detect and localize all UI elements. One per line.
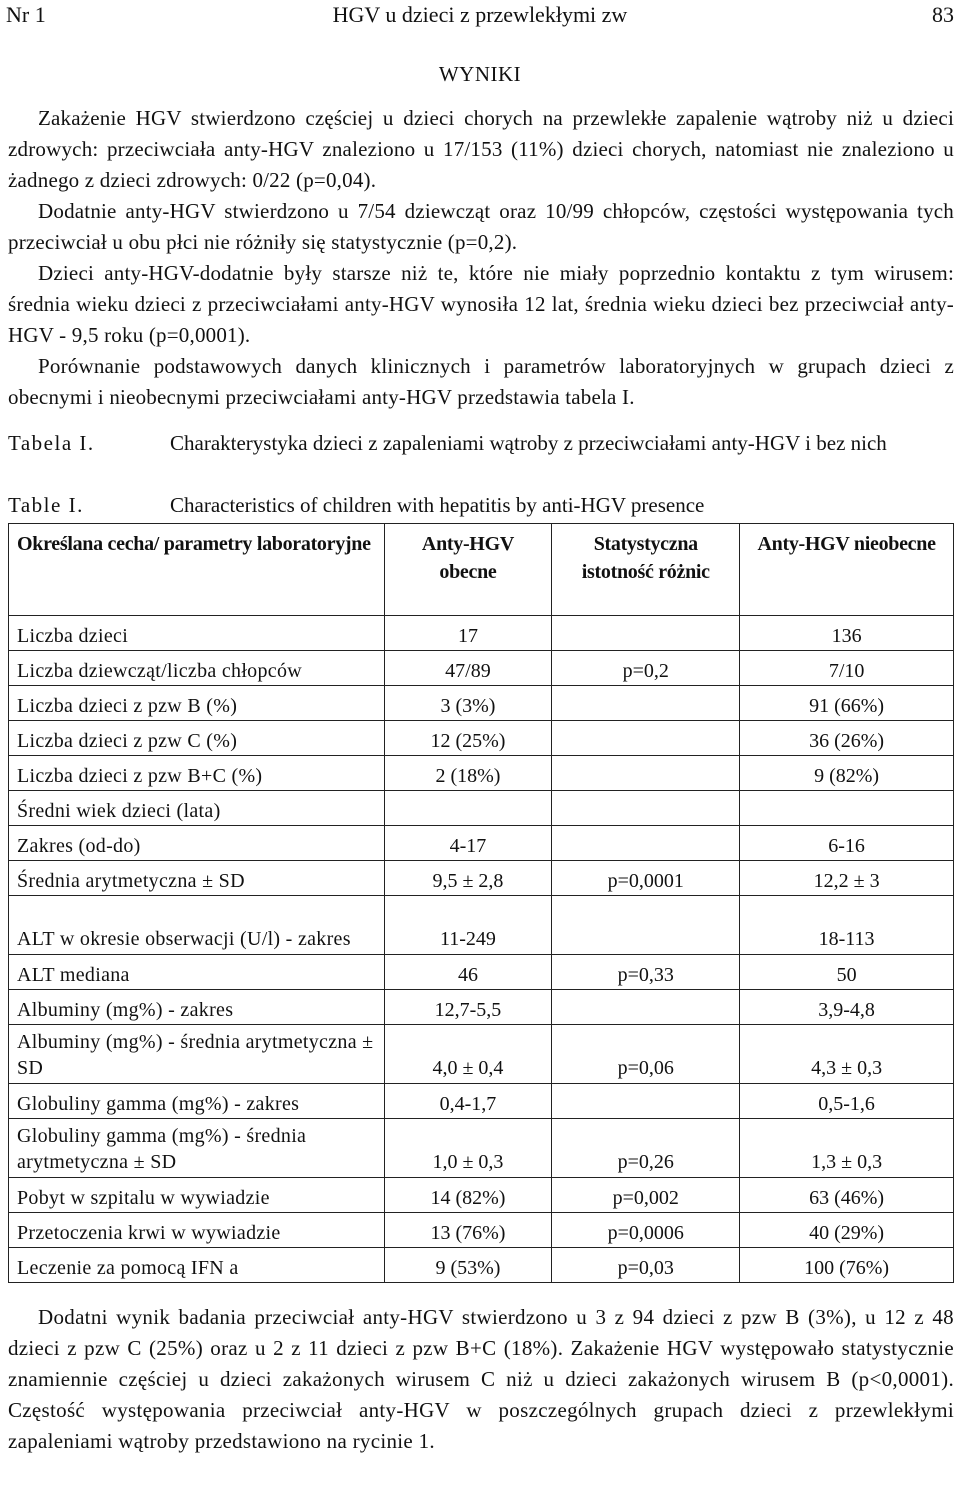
column-header: Anty-HGV nieobecne	[740, 524, 954, 616]
paragraph: Zakażenie HGV stwierdzono częściej u dzieci chorych na przewlekłe zapalenie wątroby niż u dzieci zdrowych: przeciwciała anty-HGV znaleziono u 17/153 (11%) dzieci chorych, natomiast nie znaleziono u żadnego z dzieci zdrowych: 0/22 (p=0,04).	[8, 106, 954, 192]
table-row	[9, 826, 954, 861]
table-caption-text: Characteristics of children with hepatitis by anti-HGV presence	[170, 493, 705, 517]
row-label-cell: Liczba dzieci z pzw B+C (%)	[9, 756, 385, 791]
table-row	[9, 721, 954, 756]
absent-cell: 1,3 ± 0,3	[740, 1119, 954, 1178]
table-row	[9, 756, 954, 791]
paragraph: Dzieci anty-HGV-dodatnie były starsze niż te, które nie miały poprzednio kontaktu z tym wirusem: średnia wieku dzieci z przeciwciałami anty-HGV wynosiła 12 lat, średnia wieku dzieci bez przeciwciał anty-HGV - 9,5 roku (p=0,0001).	[8, 261, 954, 347]
row-label-cell: Liczba dzieci z pzw B (%)	[9, 686, 385, 721]
row-label-cell: Albuminy (mg%) - zakres	[9, 990, 385, 1025]
table-row	[9, 955, 954, 990]
absent-cell: 18-113	[740, 896, 954, 955]
running-title: HGV u dzieci z przewlekłymi zw	[332, 2, 628, 27]
table-row	[9, 791, 954, 826]
present-cell: 0,4-1,7	[384, 1084, 552, 1119]
row-label-cell: Leczenie za pomocą IFN a	[9, 1248, 385, 1283]
present-cell: 13 (76%)	[384, 1213, 552, 1248]
table-row	[9, 990, 954, 1025]
row-label-cell: Średni wiek dzieci (lata)	[9, 791, 385, 826]
significance-cell: p=0,03	[552, 1248, 740, 1283]
row-label-cell: Zakres (od-do)	[9, 826, 385, 861]
present-cell: 1,0 ± 0,3	[384, 1119, 552, 1178]
significance-cell: p=0,002	[552, 1178, 740, 1213]
absent-cell: 7/10	[740, 651, 954, 686]
present-cell: 4-17	[384, 826, 552, 861]
table-row	[9, 651, 954, 686]
table-row	[9, 686, 954, 721]
present-cell: 3 (3%)	[384, 686, 552, 721]
table-row	[9, 896, 954, 955]
absent-cell: 36 (26%)	[740, 721, 954, 756]
table-row	[9, 1248, 954, 1283]
table-row	[9, 1025, 954, 1084]
table-header-row	[9, 524, 954, 616]
significance-cell	[552, 896, 740, 955]
row-label-cell: Albuminy (mg%) - średnia arytmetyczna ± SD	[9, 1025, 385, 1084]
row-label-cell: Globuliny gamma (mg%) - zakres	[9, 1084, 385, 1119]
row-label-cell: Liczba dzieci	[9, 616, 385, 651]
significance-cell	[552, 791, 740, 826]
table-row	[9, 1178, 954, 1213]
table-label: Table I.	[8, 493, 84, 517]
significance-cell	[552, 721, 740, 756]
row-label-cell: Średnia arytmetyczna ± SD	[9, 861, 385, 896]
significance-cell: p=0,2	[552, 651, 740, 686]
row-label-cell: Przetoczenia krwi w wywiadzie	[9, 1213, 385, 1248]
absent-cell: 50	[740, 955, 954, 990]
absent-cell: 136	[740, 616, 954, 651]
significance-cell	[552, 756, 740, 791]
absent-cell	[740, 791, 954, 826]
significance-cell	[552, 990, 740, 1025]
row-label-cell: Liczba dzieci z pzw C (%)	[9, 721, 385, 756]
journal-issue: Nr 1	[6, 2, 46, 27]
page-header	[0, 0, 960, 30]
paragraph: Dodatnie anty-HGV stwierdzono u 7/54 dziewcząt oraz 10/99 chłopców, częstości występowania tych przeciwciał u obu płci nie różniły się statystycznie (p=0,2).	[8, 199, 954, 254]
absent-cell: 0,5-1,6	[740, 1084, 954, 1119]
absent-cell: 6-16	[740, 826, 954, 861]
discussion-text	[8, 1302, 954, 1457]
significance-cell: p=0,33	[552, 955, 740, 990]
significance-cell: p=0,0006	[552, 1213, 740, 1248]
table-row	[9, 861, 954, 896]
present-cell: 47/89	[384, 651, 552, 686]
present-cell: 46	[384, 955, 552, 990]
present-cell: 14 (82%)	[384, 1178, 552, 1213]
row-label-cell: Liczba dziewcząt/liczba chłopców	[9, 651, 385, 686]
table-row	[9, 1213, 954, 1248]
present-cell: 12,7-5,5	[384, 990, 552, 1025]
present-cell: 9,5 ± 2,8	[384, 861, 552, 896]
table-caption-text: Charakterystyka dzieci z zapaleniami wątroby z przeciwciałami anty-HGV i bez nich	[170, 431, 887, 455]
significance-cell	[552, 1084, 740, 1119]
table-row	[9, 1119, 954, 1178]
results-text	[8, 103, 954, 413]
absent-cell: 91 (66%)	[740, 686, 954, 721]
absent-cell: 4,3 ± 0,3	[740, 1025, 954, 1084]
present-cell	[384, 791, 552, 826]
row-label-cell: Globuliny gamma (mg%) - średnia arytmetyczna ± SD	[9, 1119, 385, 1178]
significance-cell: p=0,26	[552, 1119, 740, 1178]
absent-cell: 12,2 ± 3	[740, 861, 954, 896]
row-label-cell: ALT w okresie obserwacji (U/l) - zakres	[9, 896, 385, 955]
present-cell: 12 (25%)	[384, 721, 552, 756]
significance-cell: p=0,0001	[552, 861, 740, 896]
present-cell: 11-249	[384, 896, 552, 955]
significance-cell: p=0,06	[552, 1025, 740, 1084]
absent-cell: 3,9-4,8	[740, 990, 954, 1025]
present-cell: 4,0 ± 0,4	[384, 1025, 552, 1084]
present-cell: 2 (18%)	[384, 756, 552, 791]
table-row	[9, 616, 954, 651]
column-header: Określana cecha/ parametry laboratoryjne	[9, 524, 385, 616]
absent-cell: 63 (46%)	[740, 1178, 954, 1213]
present-cell: 9 (53%)	[384, 1248, 552, 1283]
significance-cell	[552, 616, 740, 651]
table-caption-en	[8, 490, 954, 521]
section-title: WYNIKI	[438, 62, 522, 86]
significance-cell	[552, 826, 740, 861]
table-caption-pl	[8, 428, 954, 490]
paragraph: Dodatni wynik badania przeciwciał anty-HGV stwierdzono u 3 z 94 dzieci z pzw B (3%), u 12 z 48 dzieci z pzw C (25%) oraz u 2 z 11 dzieci z pzw B+C (18%). Zakażenie HGV występowało statystycznie znamiennie częściej u dzieci zakażonych wirusem C niż u dzieci zakażonych wirusem B (p<0,0001). Częstość występowania przeciwciał anty-HGV w poszczególnych grupach dzieci z przewlekłymi zapaleniami wątroby przedstawiono na rycinie 1.	[8, 1305, 954, 1453]
table-row	[9, 1084, 954, 1119]
table-label: Tabela I.	[8, 431, 95, 455]
absent-cell: 40 (29%)	[740, 1213, 954, 1248]
absent-cell: 100 (76%)	[740, 1248, 954, 1283]
row-label-cell: ALT mediana	[9, 955, 385, 990]
data-table	[8, 523, 954, 1283]
absent-cell: 9 (82%)	[740, 756, 954, 791]
column-header: Anty-HGV obecne	[384, 524, 552, 616]
row-label-cell: Pobyt w szpitalu w wywiadzie	[9, 1178, 385, 1213]
paragraph: Porównanie podstawowych danych klinicznych i parametrów laboratoryjnych w grupach dzieci z obecnymi i nieobecnymi przeciwciałami anty-HGV przedstawia tabela I.	[8, 354, 954, 409]
page-number: 83	[932, 2, 954, 27]
column-header: Statystyczna istotność różnic	[552, 524, 740, 616]
present-cell: 17	[384, 616, 552, 651]
significance-cell	[552, 686, 740, 721]
